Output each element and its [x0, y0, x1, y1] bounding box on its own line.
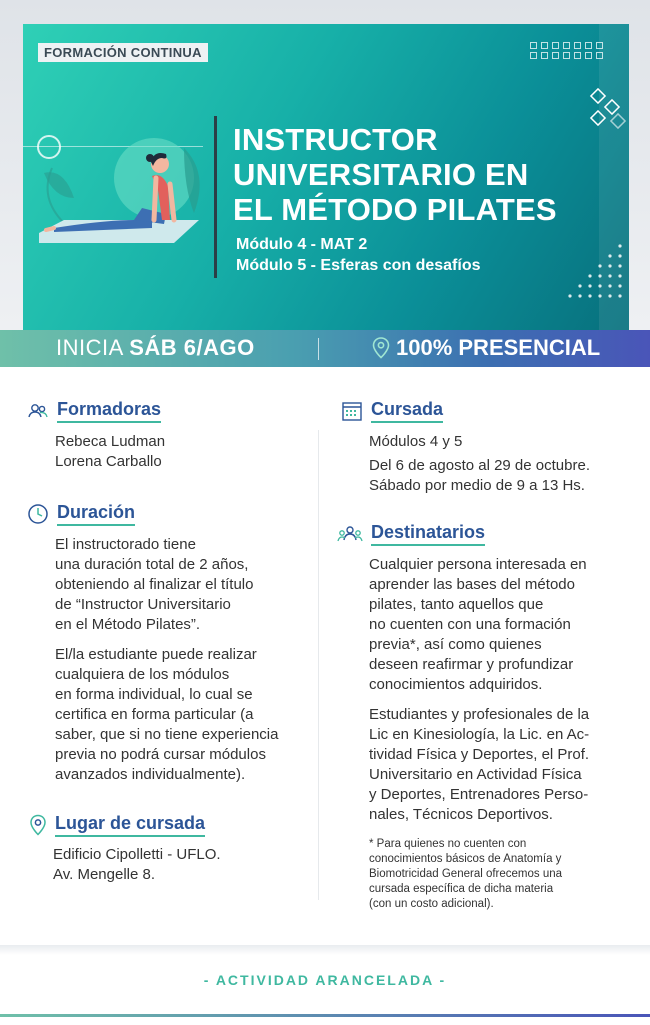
formadoras-body	[55, 432, 307, 472]
footer-color-line	[0, 1014, 650, 1017]
diamond-decoration	[585, 88, 629, 134]
pilates-woman-illustration	[34, 128, 214, 248]
footer-separator	[0, 945, 650, 955]
section-cursada	[341, 399, 641, 496]
duracion-paragraph-1: El instructorado tiene una duración total de 2 años, obteniendo al finalizar el título de “Instructor Universitario en el Método Pilates”.	[55, 536, 254, 633]
calendar-icon	[341, 400, 363, 422]
audience-icon	[337, 523, 363, 545]
course-title: INSTRUCTOR UNIVERSITARIO EN EL MÉTODO PILATES	[233, 122, 557, 227]
destinatarios-paragraph-1: Cualquier persona interesada en aprender las bases del método pilates, tanto aquellos que no cuenten con una formación previa*, así como quienes deseen reafirmar y profundizar conocimientos adquiridos.	[369, 556, 587, 693]
location-pin-icon	[27, 814, 49, 836]
duracion-title: Duración	[57, 502, 135, 526]
destinatarios-title: Destinatarios	[371, 522, 485, 546]
info-band	[0, 330, 650, 367]
module-list: Módulo 4 - MAT 2 Módulo 5 - Esferas con desafíos	[236, 236, 481, 274]
square-grid-decoration	[530, 42, 604, 59]
column-divider	[318, 430, 319, 900]
modality: 100% PRESENCIAL	[372, 335, 600, 361]
footnote: * Para quienes no cuenten con conocimientos básicos de Anatomía y Biomotricidad General ofrecemos una cursada específica de dicha materia (con un costo adicional).	[369, 838, 563, 910]
section-lugar	[27, 813, 317, 885]
category-badge: FORMACIÓN CONTINUA	[38, 43, 208, 62]
destinatarios-paragraph-2: Estudiantes y profesionales de la Lic en Kinesiología, la Lic. en Ac- tividad Física y Deportes, el Prof. Universitario en Actividad Física y Deportes, Entrenadores Perso- nales, Técnicos Deportivos.	[369, 706, 590, 823]
cursada-title: Cursada	[371, 399, 443, 423]
start-date: INICIA SÁB 6/AGO	[56, 335, 255, 360]
lugar-body: Edificio Cipolletti - UFLO. Av. Mengelle 8.	[53, 846, 221, 883]
title-accent-line	[214, 116, 217, 278]
formadora-name: Lorena Carballo	[55, 453, 162, 470]
destinatarios-body	[369, 555, 642, 912]
formadoras-title: Formadoras	[57, 399, 161, 423]
clock-icon	[27, 503, 49, 525]
duracion-paragraph-2: El/la estudiante puede realizar cualquiera de los módulos en forma individual, lo cual se certifica en forma particular (a saber, que si no tiene experiencia previa no podrá cursar módulos avanzados individualmente).	[55, 646, 279, 783]
section-formadoras	[27, 399, 307, 472]
lugar-title: Lugar de cursada	[55, 813, 205, 837]
duracion-body	[55, 535, 317, 785]
section-destinatarios	[337, 522, 642, 912]
footer-label: - ACTIVIDAD ARANCELADA -	[203, 972, 447, 988]
cursada-body: Módulos 4 y 5 Del 6 de agosto al 29 de octubre. Sábado por medio de 9 a 13 Hs.	[369, 433, 590, 494]
dots-decoration	[560, 240, 630, 320]
location-pin-icon	[372, 337, 390, 359]
formadora-name: Rebeca Ludman	[55, 433, 166, 450]
band-separator	[318, 338, 319, 360]
people-icon	[27, 400, 49, 422]
section-duracion	[27, 502, 317, 785]
